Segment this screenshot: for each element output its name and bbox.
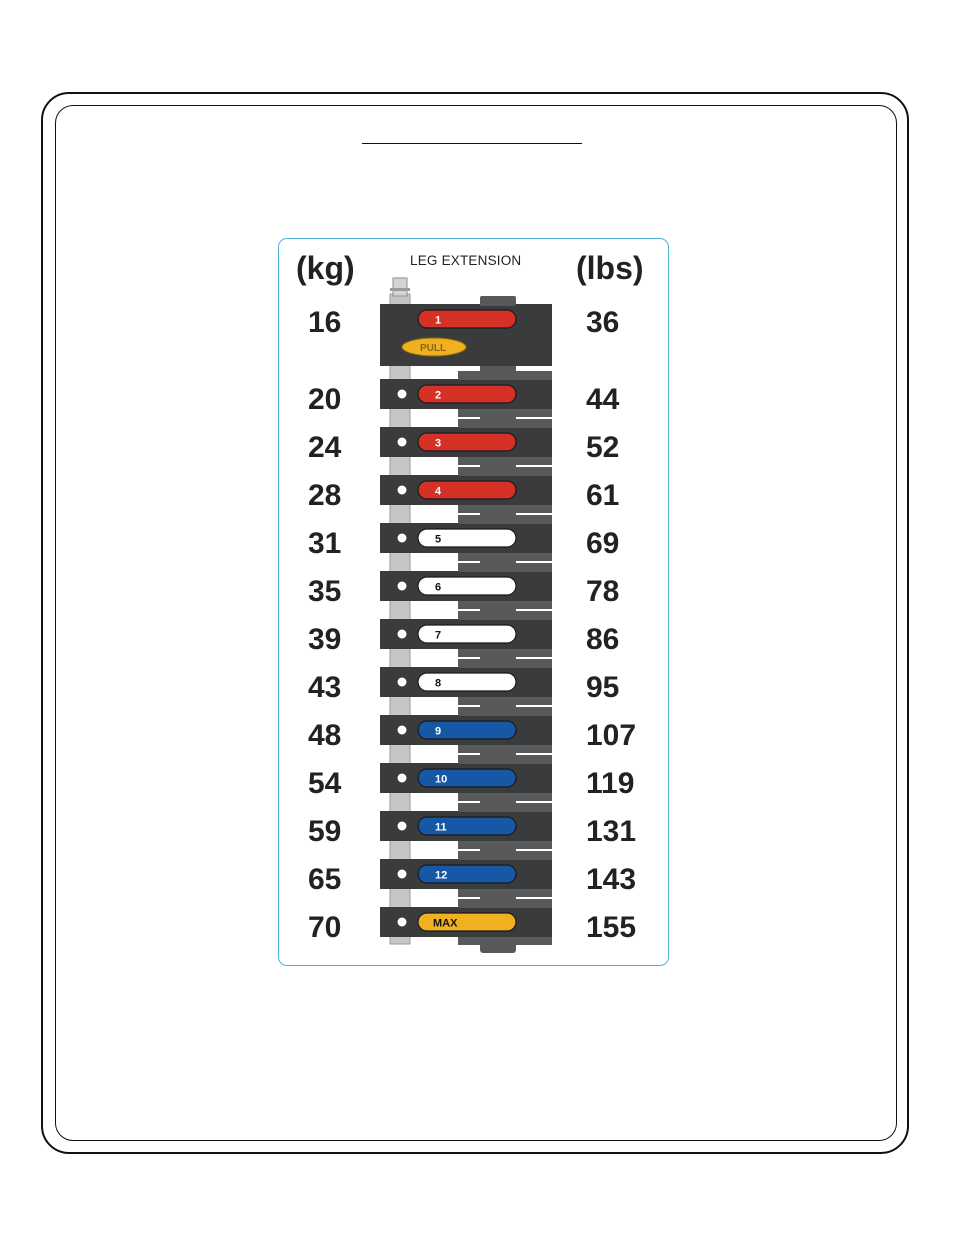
pin-hole-icon xyxy=(398,726,407,735)
pull-label: PULL xyxy=(420,343,447,354)
pin-hole-icon xyxy=(398,390,407,399)
pin-hole-icon xyxy=(398,774,407,783)
weight-tag xyxy=(418,577,516,595)
kg-value: 16 xyxy=(308,306,342,339)
weight-tag xyxy=(418,529,516,547)
pin-hole-icon xyxy=(398,822,407,831)
pin-hole-icon xyxy=(398,486,407,495)
weight-stack-illustration xyxy=(378,276,558,956)
lbs-value: 78 xyxy=(586,575,620,608)
lbs-value: 107 xyxy=(586,719,637,752)
weight-tag-label: 12 xyxy=(435,869,448,882)
kg-value: 24 xyxy=(308,431,342,464)
weight-tag xyxy=(418,481,516,499)
weight-tag xyxy=(418,721,516,739)
lbs-value: 143 xyxy=(586,863,637,896)
kg-value: 43 xyxy=(308,671,342,704)
kg-value: 20 xyxy=(308,383,342,416)
lbs-value: 131 xyxy=(586,815,637,848)
pull-pin[interactable] xyxy=(402,338,466,356)
weight-tag xyxy=(418,625,516,643)
lbs-value: 52 xyxy=(586,431,620,464)
weight-tag-label: 8 xyxy=(435,677,442,690)
kg-value: 39 xyxy=(308,623,342,656)
lbs-value: 155 xyxy=(586,911,637,944)
weight-tag-label: 4 xyxy=(435,485,442,498)
kg-value: 54 xyxy=(308,767,342,800)
kg-value: 65 xyxy=(308,863,342,896)
lbs-value: 86 xyxy=(586,623,620,656)
weight-tag-label: 3 xyxy=(435,437,442,450)
pin-hole-icon xyxy=(398,678,407,687)
weight-tag-label: 1 xyxy=(435,314,442,327)
kg-column-header: (kg) xyxy=(296,250,355,286)
weight-tag-label: MAX xyxy=(433,917,458,930)
kg-value: 70 xyxy=(308,911,342,944)
kg-value: 28 xyxy=(308,479,342,512)
top-plate xyxy=(380,296,552,366)
lbs-value: 36 xyxy=(586,306,620,339)
rod-cap xyxy=(393,278,407,296)
weight-tag xyxy=(418,310,516,328)
kg-value: 48 xyxy=(308,719,342,752)
weight-tag xyxy=(418,433,516,451)
machine-name: LEG EXTENSION xyxy=(410,253,522,268)
kg-value: 35 xyxy=(308,575,342,608)
weight-tag-label: 5 xyxy=(435,533,442,546)
kg-value: 59 xyxy=(308,815,342,848)
pin-hole-icon xyxy=(398,630,407,639)
pin-hole-icon xyxy=(398,870,407,879)
weight-tag-label: 9 xyxy=(435,725,442,738)
pin-hole-icon xyxy=(398,438,407,447)
title-underline xyxy=(362,143,582,144)
weight-tag xyxy=(418,865,516,883)
weight-tag-label: 2 xyxy=(435,389,442,402)
lbs-column-header: (lbs) xyxy=(576,250,644,286)
weight-tag-label: 7 xyxy=(435,629,442,642)
weight-tag xyxy=(418,817,516,835)
weight-tag-label: 10 xyxy=(435,773,448,786)
lbs-value: 61 xyxy=(586,479,620,512)
weight-tag xyxy=(418,673,516,691)
lbs-value: 119 xyxy=(586,767,635,800)
lbs-value: 95 xyxy=(586,671,620,704)
kg-value: 31 xyxy=(308,527,342,560)
weight-tag xyxy=(418,769,516,787)
weight-tag-label: 11 xyxy=(435,821,447,834)
weight-tag xyxy=(418,385,516,403)
lbs-value: 69 xyxy=(586,527,620,560)
pin-hole-icon xyxy=(398,582,407,591)
lbs-value: 44 xyxy=(586,383,620,416)
weight-tag-label: 6 xyxy=(435,581,442,594)
pin-hole-icon xyxy=(398,534,407,543)
pin-hole-icon xyxy=(398,918,407,927)
